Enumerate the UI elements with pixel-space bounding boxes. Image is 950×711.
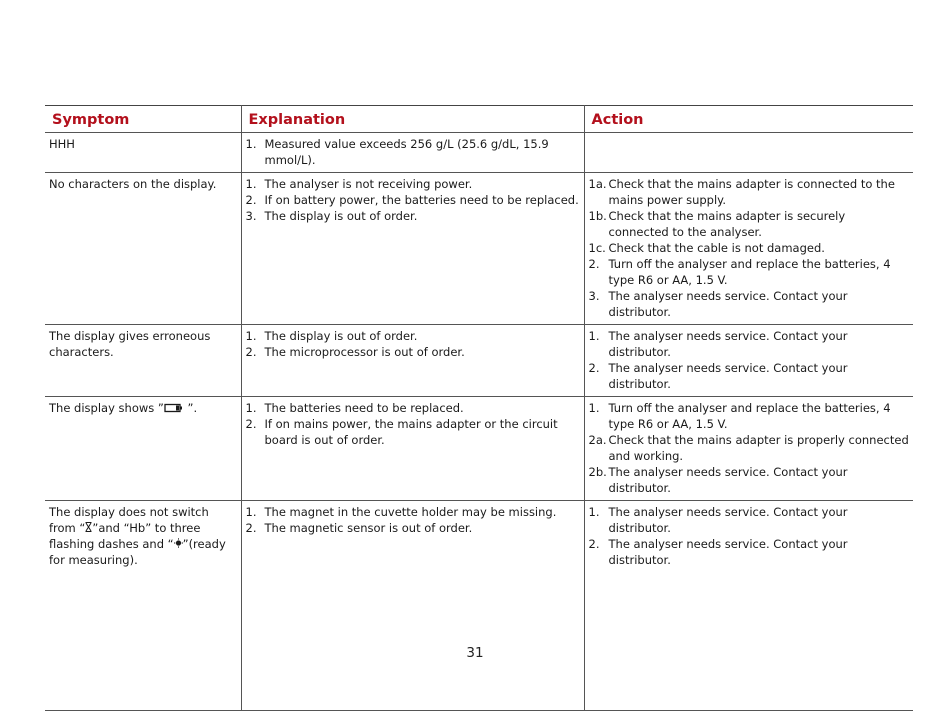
action-cell [584, 501, 913, 711]
cuvette-ready-icon [174, 538, 183, 548]
explanation-cell [241, 325, 584, 397]
item-number: 2. [588, 257, 600, 271]
item-number: 2. [245, 345, 257, 359]
explanation-list [246, 176, 580, 224]
action-list [589, 504, 910, 568]
action-list [589, 400, 910, 496]
item-number: 3. [245, 209, 257, 223]
table-row [45, 133, 913, 173]
item-number: 2. [588, 537, 600, 551]
list-item [589, 432, 910, 464]
table-header-row [45, 106, 913, 133]
list-item [246, 416, 580, 448]
explanation-cell [241, 397, 584, 501]
item-number: 1a. [588, 177, 607, 191]
list-item [589, 256, 910, 288]
list-item [589, 288, 910, 320]
symptom-text-part1: The display does not switch from “ [49, 505, 209, 535]
item-text: Check that the mains adapter is securely connected to the analyser. [608, 209, 846, 239]
header-symptom: Symptom [45, 106, 241, 133]
item-text: The display is out of order. [264, 209, 418, 223]
item-text: Measured value exceeds 256 g/L (25.6 g/dL, 15.9 mmol/L). [264, 137, 549, 167]
list-item [246, 400, 580, 416]
explanation-list [246, 328, 580, 360]
item-text: The magnetic sensor is out of order. [264, 521, 473, 535]
item-text: Check that the mains adapter is properly connected and working. [608, 433, 909, 463]
list-item [589, 360, 910, 392]
item-number: 1. [588, 401, 600, 415]
action-list [589, 176, 910, 320]
item-number: 1b. [588, 209, 607, 223]
item-text: The microprocessor is out of order. [264, 345, 465, 359]
explanation-list [246, 504, 580, 536]
explanation-list [246, 136, 580, 168]
list-item [246, 328, 580, 344]
item-text: If on mains power, the mains adapter or the circuit board is out of order. [264, 417, 558, 447]
list-item [246, 136, 580, 168]
symptom-cell [45, 501, 241, 711]
item-text: The batteries need to be replaced. [264, 401, 464, 415]
action-cell [584, 133, 913, 173]
item-number: 1c. [588, 241, 606, 255]
item-number: 1. [245, 401, 257, 415]
battery-icon [164, 403, 184, 413]
list-item [589, 504, 910, 536]
item-text: The analyser needs service. Contact your distributor. [608, 361, 848, 391]
item-number: 2b. [588, 465, 607, 479]
item-text: The analyser is not receiving power. [264, 177, 473, 191]
symptom-text-part2: ”and “Hb” to three flashing dashes and “ [49, 521, 201, 551]
item-text: Turn off the analyser and replace the batteries, 4 type R6 or AA, 1.5 V. [608, 401, 891, 431]
item-number: 2. [245, 521, 257, 535]
item-number: 1. [588, 329, 600, 343]
item-number: 3. [588, 289, 600, 303]
item-text: The analyser needs service. Contact your distributor. [608, 505, 848, 535]
list-item [589, 240, 910, 256]
item-number: 1. [588, 505, 600, 519]
table-row [45, 397, 913, 501]
action-list [589, 328, 910, 392]
symptom-text-before: The display shows ” [49, 401, 164, 415]
item-text: The analyser needs service. Contact your distributor. [608, 329, 848, 359]
list-item [589, 208, 910, 240]
item-text: The display is out of order. [264, 329, 418, 343]
item-text: The magnet in the cuvette holder may be missing. [264, 505, 557, 519]
symptom-text-part3: ”(ready for measuring). [49, 537, 226, 567]
explanation-cell [241, 173, 584, 325]
item-text: The analyser needs service. Contact your distributor. [608, 465, 848, 495]
troubleshooting-table [45, 105, 913, 711]
table-row [45, 325, 913, 397]
list-item [246, 504, 580, 520]
list-item [246, 208, 580, 224]
list-item [589, 400, 910, 432]
header-action: Action [584, 106, 913, 133]
symptom-cell [45, 173, 241, 325]
symptom-cell [45, 325, 241, 397]
action-cell [584, 397, 913, 501]
item-text: Turn off the analyser and replace the batteries, 4 type R6 or AA, 1.5 V. [608, 257, 891, 287]
list-item [589, 464, 910, 496]
symptom-text: No characters on the display. [49, 177, 217, 191]
item-number: 1. [245, 505, 257, 519]
item-text: The analyser needs service. Contact your distributor. [608, 537, 848, 567]
explanation-cell [241, 501, 584, 711]
list-item [246, 176, 580, 192]
page-number: 31 [466, 645, 484, 661]
list-item [589, 176, 910, 208]
symptom-cell [45, 133, 241, 173]
item-number: 1. [245, 177, 257, 191]
item-number: 2. [245, 417, 257, 431]
item-text: If on battery power, the batteries need to be replaced. [264, 193, 579, 207]
item-number: 2. [245, 193, 257, 207]
action-cell [584, 173, 913, 325]
table-row [45, 501, 913, 711]
item-text: The analyser needs service. Contact your distributor. [608, 289, 848, 319]
list-item [589, 328, 910, 360]
symptom-text: The display gives erroneous characters. [49, 329, 211, 359]
item-number: 1. [245, 329, 257, 343]
item-text: Check that the mains adapter is connected to the mains power supply. [608, 177, 895, 207]
list-item [246, 520, 580, 536]
item-text: Check that the cable is not damaged. [608, 241, 825, 255]
list-item [589, 536, 910, 568]
item-number: 2. [588, 361, 600, 375]
item-number: 1. [245, 137, 257, 151]
list-item [246, 192, 580, 208]
troubleshooting-table-container [45, 105, 913, 711]
table-row [45, 173, 913, 325]
symptom-text-after: ”. [183, 401, 198, 415]
header-explanation: Explanation [241, 106, 584, 133]
explanation-cell [241, 133, 584, 173]
item-number: 2a. [588, 433, 607, 447]
list-item [246, 344, 580, 360]
action-cell [584, 325, 913, 397]
symptom-cell [45, 397, 241, 501]
symptom-text: HHH [49, 137, 75, 151]
explanation-list [246, 400, 580, 448]
